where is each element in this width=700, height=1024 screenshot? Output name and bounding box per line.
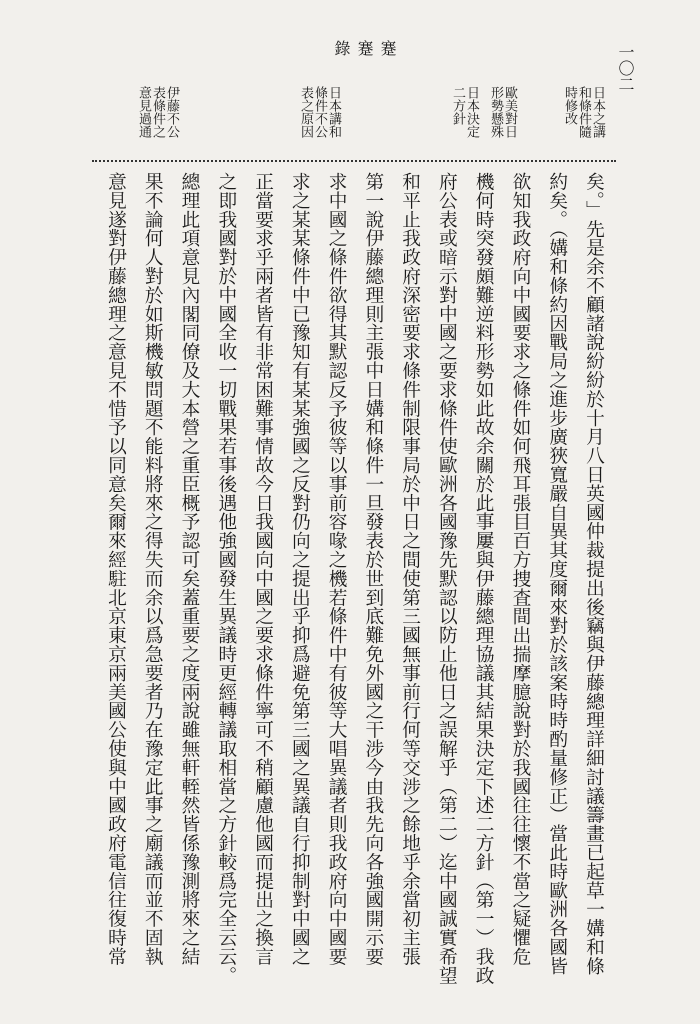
running-title-char-3: 錄 xyxy=(332,40,351,56)
marginal-note-2 xyxy=(488,86,516,138)
running-title xyxy=(330,40,399,82)
marginal-note-line: 日本講和 xyxy=(326,86,341,138)
text-column: 和平止我政府深密要求條件制限事局於中日之間使第三國無事前行何等交涉之餘地乎余當初主張 xyxy=(399,172,421,966)
text-column: 求中國之條件欲得其默認反予彼等以事前容喙之機若條件中有彼等大唱異議者則我政府向中國要 xyxy=(325,172,347,966)
marginal-note-line: 歐美對日 xyxy=(502,86,517,138)
marginal-note-line: 伊藤不公 xyxy=(164,86,179,138)
marginal-note-line: 時修改 xyxy=(562,86,577,125)
marginal-note-5 xyxy=(136,86,178,138)
running-title-char-1: 蹇 xyxy=(378,40,397,56)
running-title-char-2: 蹇 xyxy=(355,40,374,56)
marginal-note-line: 日本決定 xyxy=(464,86,479,138)
marginal-note-line: 日本之講 xyxy=(590,86,605,138)
text-column: 第一說伊藤總理則主張中日媾和條件一旦發表於世到底難免外國之干涉今由我先向各強國開示要 xyxy=(362,172,384,966)
text-column: 欲知我政府向中國要求之條件如何飛耳張目百方捜査間出揣摩臆說對於我國往往懷不當之疑懼危 xyxy=(509,172,531,966)
marginal-note-line: 表之原因 xyxy=(298,86,313,138)
marginal-note-line: 表條件之 xyxy=(150,86,165,138)
text-column: 果不論何人對於如斯機敏問題不能料將來之得失而余以爲急要者乃在豫定此事之廟議而並不固執 xyxy=(141,172,163,966)
marginal-note-line: 二方針 xyxy=(450,86,465,125)
page-number: 一〇二 xyxy=(616,44,635,92)
text-column: 意見遂對伊藤總理之意見不惜予以同意矣爾來經駐北京東京兩美國公使與中國政府電信往復時常 xyxy=(105,172,126,966)
text-column: 矣。」先是余不顧諸說紛紛於十月八日英國仲裁提出後竊與伊藤總理詳細討議籌畫已起草一媾和條 xyxy=(582,172,604,976)
text-column: 約矣。（媾和條約因戰局之進步廣狹寬嚴自異其度爾來對於該案時時酌量修正）當此時歐洲各國皆 xyxy=(546,172,568,976)
marginal-notes xyxy=(122,86,612,166)
marginal-note-1 xyxy=(562,86,604,138)
text-column: 求之某某條件中已豫知有某某強國之反對仍向之提出乎抑爲避免第三國之異議自行抑制對中國之 xyxy=(288,172,310,966)
text-column: 府公表或暗示對中國之要求條件使歐洲各國豫先默認以防止他日之誤解乎（第二）迄中國誠實希望 xyxy=(435,172,457,985)
marginal-note-4 xyxy=(298,86,340,138)
dotted-divider xyxy=(92,160,616,162)
text-column: 正當要求乎兩者皆有非常困難事情故今日我國向中國之要求條件寧可不稍顧慮他國而提出之換言 xyxy=(252,172,274,966)
marginal-note-line: 形勢懸殊 xyxy=(488,86,503,138)
marginal-note-line: 條件不公 xyxy=(312,86,327,138)
marginal-note-line: 意見過通 xyxy=(136,86,151,138)
text-column: 之即我國對於中國全收一切戰果若事後遇他強國發生異議時更經轉議取相當之方針較爲完全云云。 xyxy=(215,172,237,985)
marginal-note-3 xyxy=(450,86,478,138)
text-column: 總理此項意見內閣同僚及大本營之重臣概予認可矣蓋重要之度兩說雖無軒輊然皆係豫測將來之結 xyxy=(178,172,200,966)
body-text xyxy=(100,172,608,992)
text-column: 機何時突發頗難逆料形勢如此故余關於此事屢與伊藤總理協議其結果決定下述二方針（第一）我政 xyxy=(472,172,494,985)
marginal-note-line: 和條件隨 xyxy=(576,86,591,138)
